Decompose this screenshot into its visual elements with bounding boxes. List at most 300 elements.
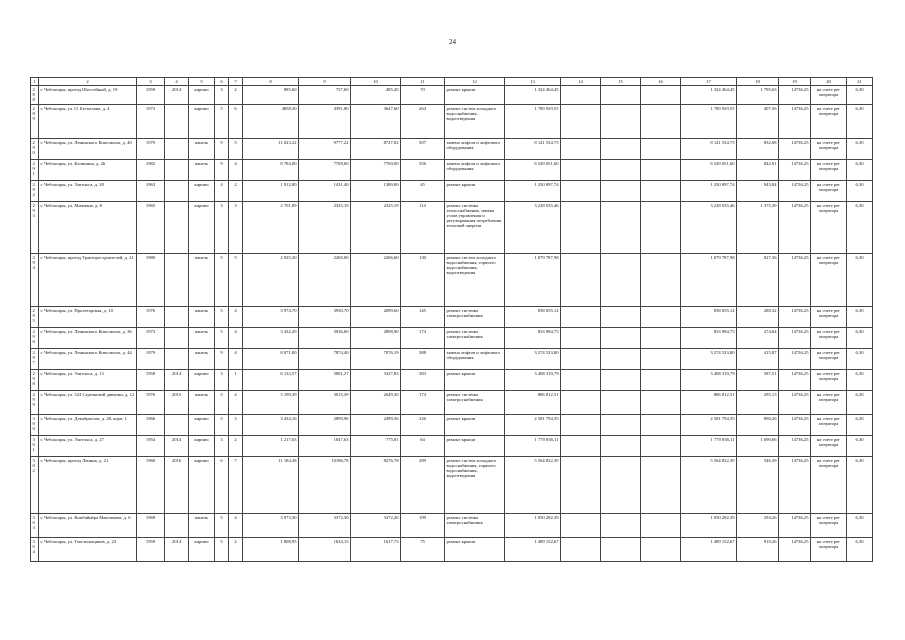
table-cell: кирпич (189, 202, 215, 254)
table-cell: 838 655,12 (505, 307, 561, 328)
table-cell: 485,20 (351, 86, 401, 105)
table-cell: 827,36 (737, 254, 779, 307)
table-cell: 1 770 836,11 (505, 436, 561, 457)
table-cell: 1 (229, 370, 243, 391)
table-cell: 6 549 051,60 (505, 160, 561, 181)
table-cell: 226 (401, 415, 445, 436)
table-cell: 1982 (137, 160, 165, 181)
table-cell: 833 984,75 (681, 328, 737, 349)
table-cell: 6,30 (847, 370, 873, 391)
table-cell: 6,30 (847, 139, 873, 160)
table-cell: 4 (215, 181, 229, 202)
table-cell: 8 141 534,75 (505, 139, 561, 160)
table-cell: 6,30 (847, 514, 873, 538)
table-cell: 10186,78 (299, 457, 351, 514)
table-cell: 1963 (137, 181, 165, 202)
table-cell: панель (189, 254, 215, 307)
table-cell (601, 86, 641, 105)
table-cell: 1958 (137, 370, 165, 391)
table-cell: 5 564 822,39 (505, 457, 561, 514)
table-cell: 300 (31, 415, 39, 436)
table-cell (601, 538, 641, 562)
table-cell (165, 160, 189, 181)
table-cell: ремонт крыши (445, 181, 505, 202)
table-cell: 1966 (137, 415, 165, 436)
table-cell: 6,30 (847, 436, 873, 457)
table-cell: 1960 (137, 457, 165, 514)
table-cell (561, 139, 601, 160)
table-cell: 2014 (165, 538, 189, 562)
table-cell (561, 391, 601, 415)
table-cell: замена лифтов и лифтового оборудования (445, 160, 505, 181)
table-cell: 2 (229, 436, 243, 457)
table-cell: 1 250 897,74 (505, 181, 561, 202)
column-number-17: 17 (681, 78, 737, 86)
table-row (31, 105, 873, 139)
table-cell: 7769,00 (351, 160, 401, 181)
table-cell: 45 (401, 181, 445, 202)
table-cell: на счете рег оператора (811, 307, 847, 328)
table-cell (641, 391, 681, 415)
table-cell: 1 808,95 (243, 538, 299, 562)
table-cell: 289 (401, 457, 445, 514)
table-cell: на счете рег оператора (811, 415, 847, 436)
table-cell: 2 (229, 86, 243, 105)
table-cell: панель (189, 307, 215, 328)
table-cell: 8 141 534,75 (681, 139, 737, 160)
table-cell (561, 307, 601, 328)
table-cell: 5 (215, 538, 229, 562)
table-cell: 3372,20 (351, 514, 401, 538)
table-cell: г. Чебоксары, ул. Комбайнёра Максимова, д. 6 (39, 514, 137, 538)
table-cell: 3 (215, 436, 229, 457)
table-cell: 3 434,16 (243, 415, 299, 436)
table-cell: 356 (401, 160, 445, 181)
table-cell: г. Чебоксары, ул. Декабристов, д. 28, корп. 1 (39, 415, 137, 436)
table-cell: 5 (215, 328, 229, 349)
table-cell: 294,26 (737, 514, 779, 538)
table-cell: кирпич (189, 181, 215, 202)
table-cell: 1 050 282,39 (681, 514, 737, 538)
table-cell (561, 202, 601, 254)
table-cell: 14736,25 (779, 391, 811, 415)
table-cell: на счете рег оператора (811, 514, 847, 538)
column-number-15: 15 (601, 78, 641, 86)
table-cell: 2014 (165, 436, 189, 457)
column-number-5: 5 (189, 78, 215, 86)
table-cell: 1 789 929,55 (505, 105, 561, 139)
table-cell: на счете рег оператора (811, 86, 847, 105)
table-cell: 1047,63 (299, 436, 351, 457)
table-cell: 1 324 464,45 (681, 86, 737, 105)
table-cell: на счете рег оператора (811, 457, 847, 514)
table-cell: кирпич (189, 86, 215, 105)
table-cell: 14736,25 (779, 86, 811, 105)
column-number-8: 8 (243, 78, 299, 86)
table-cell: 2269,00 (299, 254, 351, 307)
column-number-12: 12 (445, 78, 505, 86)
table-cell: 9 (215, 349, 229, 370)
table-cell: замена лифтов и лифтового оборудования (445, 139, 505, 160)
table-cell: 546,39 (737, 457, 779, 514)
table-cell: 5 (229, 139, 243, 160)
table-cell (601, 160, 641, 181)
table-cell: 14736,25 (779, 139, 811, 160)
table-cell: 2699,60 (351, 307, 401, 328)
table-cell: г. Чебоксары, проезд Ленина, д. 21 (39, 457, 137, 514)
table-cell: 2014 (165, 86, 189, 105)
table-cell: ремонт крыши (445, 370, 505, 391)
table-cell (641, 254, 681, 307)
table-cell: 3 228 035,46 (681, 202, 737, 254)
table-cell: панель (189, 349, 215, 370)
table-cell: ремонт системы теплоснабжения, замена узлов управления и регулирования потребления тепловой энергии (445, 202, 505, 254)
table-cell (641, 436, 681, 457)
table-cell: 832,68 (737, 139, 779, 160)
table-cell: кирпич (189, 370, 215, 391)
table-cell: 3 973,30 (243, 514, 299, 538)
table-cell: 1 050 282,39 (505, 514, 561, 538)
table-row (31, 436, 873, 457)
table-cell: 6,30 (847, 307, 873, 328)
table-cell: 7076,19 (351, 349, 401, 370)
table-cell: 8276,78 (351, 457, 401, 514)
column-number-11: 11 (401, 78, 445, 86)
table-cell: панель (189, 139, 215, 160)
table-cell: г. Чебоксары, ул. Пролетарская, д. 10 (39, 307, 137, 328)
table-cell: 1 375,39 (737, 202, 779, 254)
table-cell: 3 (215, 370, 229, 391)
table-cell (641, 328, 681, 349)
table-cell: 9 (215, 139, 229, 160)
table-cell: 587,51 (737, 370, 779, 391)
table-row (31, 86, 873, 105)
table-cell: 2266,60 (351, 254, 401, 307)
table-cell: 7 (229, 457, 243, 514)
column-number-20: 20 (811, 78, 847, 86)
table-cell: 6 (215, 457, 229, 514)
table-cell: 1 690,66 (737, 436, 779, 457)
table-cell (601, 457, 641, 514)
table-cell: 4 (229, 391, 243, 415)
table-cell: на счете рег оператора (811, 254, 847, 307)
page-number: 24 (449, 38, 456, 46)
table-cell: 5 564 822,39 (681, 457, 737, 514)
table-cell: 2499,56 (351, 415, 401, 436)
table-cell (561, 538, 601, 562)
table-cell (641, 349, 681, 370)
table-cell: 1617,73 (351, 538, 401, 562)
table-cell (561, 160, 601, 181)
table-cell: 75 (401, 538, 445, 562)
table-cell: 2 701,09 (243, 202, 299, 254)
table-cell (641, 307, 681, 328)
table-cell: 2 581 794,35 (505, 415, 561, 436)
repair-program-table (30, 77, 873, 562)
table-cell: 833 984,75 (505, 328, 561, 349)
table-cell: 1976 (137, 307, 165, 328)
table-cell: ремонт системы электроснабжения (445, 328, 505, 349)
table-cell: 1979 (137, 139, 165, 160)
table-cell: 1 489 152,67 (681, 538, 737, 562)
table-row (31, 202, 873, 254)
table-cell: 2898,90 (351, 328, 401, 349)
table-cell: 1 489 152,67 (505, 538, 561, 562)
table-cell: 2649,30 (351, 391, 401, 415)
table-cell (165, 181, 189, 202)
table-cell: 1965 (137, 202, 165, 254)
table-cell: 9 (215, 160, 229, 181)
column-number-9: 9 (299, 78, 351, 86)
table-cell: 1 324 464,45 (505, 86, 561, 105)
table-cell: 14736,25 (779, 254, 811, 307)
table-cell: 14736,25 (779, 349, 811, 370)
table-cell (561, 349, 601, 370)
table-cell: 1431,40 (299, 181, 351, 202)
table-cell (561, 181, 601, 202)
table-cell (641, 514, 681, 538)
table-cell: ремонт систем холодного водоснабжения, горячего водоснабжения, водоотведения (445, 457, 505, 514)
table-cell: панель (189, 391, 215, 415)
table-cell: 885,60 (243, 86, 299, 105)
table-cell: 886 812,51 (505, 391, 561, 415)
table-cell: 145 (401, 307, 445, 328)
table-cell: г. Чебоксары, ул. Энгельса, д. 27 (39, 436, 137, 457)
table-cell (561, 514, 601, 538)
table-cell: 1969 (137, 514, 165, 538)
table-cell: 14736,25 (779, 538, 811, 562)
table-cell: 3015,39 (299, 391, 351, 415)
table-cell: 14736,25 (779, 105, 811, 139)
table-cell: ремонт крыши (445, 538, 505, 562)
table-cell: 1976 (137, 391, 165, 415)
table-cell: 6,30 (847, 254, 873, 307)
table-cell (601, 415, 641, 436)
column-number-10: 10 (351, 78, 401, 86)
table-cell: г. Чебоксары, ул. Ленинского Комсомола, д. 44 (39, 349, 137, 370)
table-cell (561, 105, 601, 139)
table-cell (641, 415, 681, 436)
table-cell: 910,26 (737, 538, 779, 562)
table-cell: 9777,22 (299, 139, 351, 160)
table-cell: 1 770 836,11 (681, 436, 737, 457)
table-cell: 4 (229, 160, 243, 181)
table-cell: 14736,25 (779, 328, 811, 349)
table-cell: на счете рег оператора (811, 436, 847, 457)
table-cell: 14736,25 (779, 307, 811, 328)
table-cell: 14736,25 (779, 181, 811, 202)
table-cell (641, 181, 681, 202)
table-cell: г. Чебоксары, ул. О. Беспалова, д. 4 (39, 105, 137, 139)
table-cell: 3 (229, 202, 243, 254)
table-cell: 14736,25 (779, 514, 811, 538)
table-cell: 7769,00 (299, 160, 351, 181)
table-row (31, 181, 873, 202)
table-cell: 3930,70 (299, 307, 351, 328)
table-cell (641, 202, 681, 254)
table-cell (165, 349, 189, 370)
table-cell: 8727,82 (351, 139, 401, 160)
table-cell (165, 514, 189, 538)
table-cell: 1 789 929,55 (681, 105, 737, 139)
table-cell: 6,30 (847, 202, 873, 254)
table-row (31, 139, 873, 160)
table-cell: на счете рег оператора (811, 105, 847, 139)
table-cell: 264 (401, 105, 445, 139)
table-cell: 70 (401, 86, 445, 105)
table-cell: 1954 (137, 436, 165, 457)
table-cell: кирпич (189, 436, 215, 457)
table-cell: 6,30 (847, 349, 873, 370)
table-cell: 14736,25 (779, 457, 811, 514)
table-cell: 5 (215, 105, 229, 139)
table-cell (165, 254, 189, 307)
table-cell (601, 105, 641, 139)
table-cell: 838 655,12 (681, 307, 737, 328)
table-cell: г. Чебоксары, ул. Энгельса, д. 28 (39, 181, 137, 202)
table-cell: 2 925,30 (243, 254, 299, 307)
table-cell (641, 86, 681, 105)
table-cell: 3 408 319,79 (681, 370, 737, 391)
table-cell: 199 (401, 514, 445, 538)
table-cell: 288,32 (737, 307, 779, 328)
table-row (31, 391, 873, 415)
table-cell: 3 199,39 (243, 391, 299, 415)
table-cell: 11 023,22 (243, 139, 299, 160)
table-cell: кирпич (189, 105, 215, 139)
table-cell: ремонт крыши (445, 86, 505, 105)
table-cell: 6,30 (847, 415, 873, 436)
table-cell (561, 370, 601, 391)
table-row (31, 538, 873, 562)
table-cell: 1959 (137, 86, 165, 105)
table-cell: г. Чебоксары, проезд Тракторостроителей, д. 21 (39, 254, 137, 307)
table-cell: 4858,30 (243, 105, 299, 139)
table-cell: 299 (31, 391, 39, 415)
table-cell: 5 (215, 307, 229, 328)
table-cell: 6,30 (847, 538, 873, 562)
table-cell: панель (189, 514, 215, 538)
table-cell: 14736,25 (779, 415, 811, 436)
table-cell (165, 307, 189, 328)
table-cell: 4391,80 (299, 105, 351, 139)
table-cell: 174 (401, 328, 445, 349)
table-cell (165, 139, 189, 160)
table-cell: г. Чебоксары, ул. Ленинского Комсомола, д. 36 (39, 328, 137, 349)
table-cell (641, 370, 681, 391)
table-cell: г. Чебоксары, ул. Калинина, д. 26 (39, 160, 137, 181)
table-cell: замена лифтов и лифтового оборудования (445, 349, 505, 370)
column-number-18: 18 (737, 78, 779, 86)
table-cell: ремонт системы электроснабжения (445, 307, 505, 328)
table-cell: 289 (31, 105, 39, 139)
column-number-3: 3 (137, 78, 165, 86)
table-cell (165, 202, 189, 254)
table-cell: 2899,96 (299, 415, 351, 436)
table-cell: 292 (31, 181, 39, 202)
table-cell: 4 (229, 349, 243, 370)
table-cell: г. Чебоксары, ул. Энгельса, д. 13 (39, 370, 137, 391)
table-cell: 6,30 (847, 181, 873, 202)
table-cell: 294 (31, 254, 39, 307)
table-cell: 6 549 051,60 (681, 160, 737, 181)
table-cell: 3 274 523,80 (505, 349, 561, 370)
table-cell (601, 202, 641, 254)
table-cell: 3 (215, 202, 229, 254)
table-cell: 3036,60 (299, 328, 351, 349)
table-cell: 114 (401, 202, 445, 254)
table-cell: 6,30 (847, 86, 873, 105)
table-cell: 5 (215, 415, 229, 436)
table-cell (641, 105, 681, 139)
table-cell: 2325,19 (351, 202, 401, 254)
table-cell: панель (189, 160, 215, 181)
table-cell: на счете рег оператора (811, 391, 847, 415)
table-cell: ремонт крыши (445, 436, 505, 457)
table-cell: 6,30 (847, 105, 873, 139)
table-cell: 296 (31, 328, 39, 349)
table-row (31, 415, 873, 436)
table-cell: 301 (31, 436, 39, 457)
table-cell: на счете рег оператора (811, 160, 847, 181)
table-cell: 1634,15 (299, 538, 351, 562)
table-cell: 14736,25 (779, 160, 811, 181)
table-cell: 1 217,63 (243, 436, 299, 457)
table-cell (601, 181, 641, 202)
table-cell: 5 (229, 254, 243, 307)
table-cell: 14736,25 (779, 370, 811, 391)
table-cell: 2325,19 (299, 202, 351, 254)
table-cell: 290 (31, 139, 39, 160)
table-cell: на счете рег оператора (811, 181, 847, 202)
table-cell (561, 254, 601, 307)
table-cell (601, 254, 641, 307)
table-cell: 2 (229, 538, 243, 562)
table-cell: г. Чебоксары, ул. Мичмана, д. 8 (39, 202, 137, 254)
table-cell: 298 (31, 370, 39, 391)
table-cell: ремонт системы электроснабжения (445, 391, 505, 415)
table-cell: 3327,83 (351, 370, 401, 391)
table-cell: 1 912,80 (243, 181, 299, 202)
table-cell: 130 (401, 254, 445, 307)
table-cell (601, 349, 641, 370)
table-cell: г. Чебоксары, ул. 324 Стрелковой дивизии, д. 12 (39, 391, 137, 415)
table-cell (641, 457, 681, 514)
table-cell: 1389,00 (351, 181, 401, 202)
table-cell: 507 (401, 139, 445, 160)
table-cell: г. Чебоксары, проезд Шоссейный, д. 19 (39, 86, 137, 105)
table-cell (601, 436, 641, 457)
table-cell: г. Чебоксары, ул. Текстильщиков, д. 23 (39, 538, 137, 562)
table-cell: 3 (229, 415, 243, 436)
table-cell: 2 (229, 181, 243, 202)
table-row (31, 328, 873, 349)
table-cell: 1 879 787,98 (681, 254, 737, 307)
table-cell: 2 581 794,35 (681, 415, 737, 436)
table-row (31, 254, 873, 307)
table-row (31, 160, 873, 181)
table-cell (165, 328, 189, 349)
table-cell: 3 974,70 (243, 307, 299, 328)
table-cell: 2015 (165, 391, 189, 415)
table-cell: 14736,25 (779, 436, 811, 457)
table-cell: 737,60 (299, 86, 351, 105)
table-cell: 775,81 (351, 436, 401, 457)
table-cell: 11 184,38 (243, 457, 299, 514)
table-row (31, 457, 873, 514)
table-cell: 3372,30 (299, 514, 351, 538)
column-number-21: 21 (847, 78, 873, 86)
